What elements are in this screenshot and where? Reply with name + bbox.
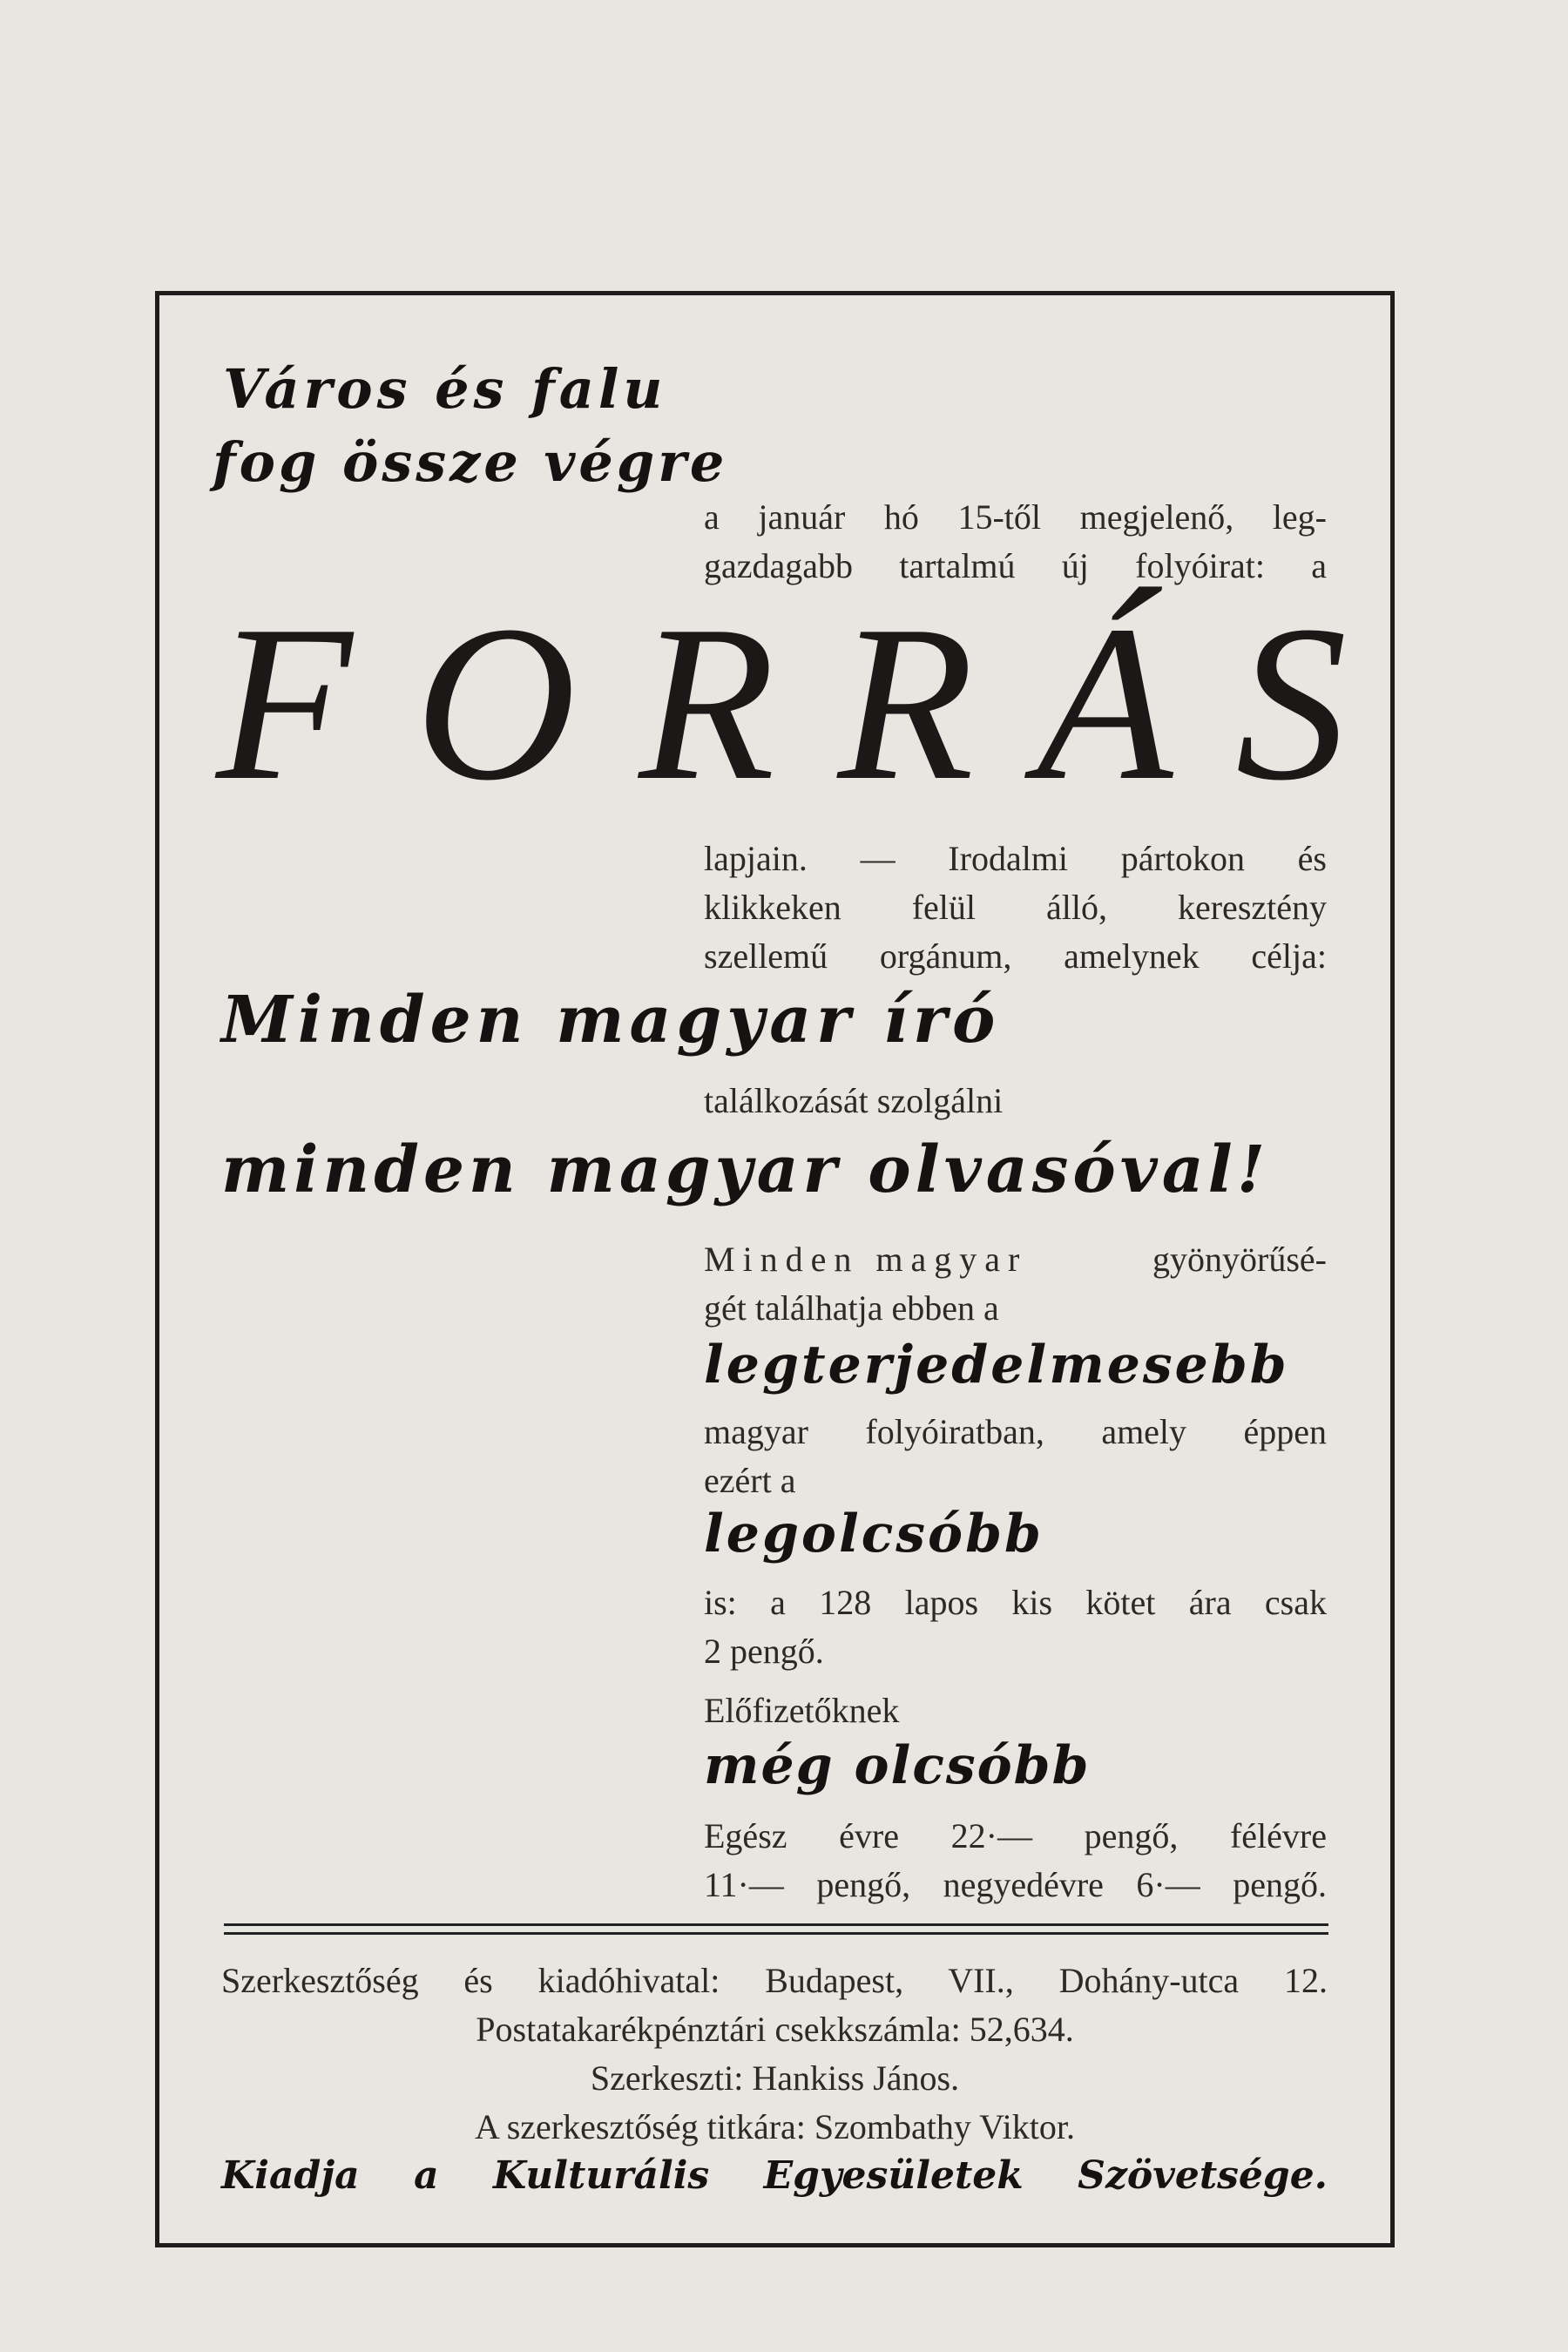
intro-line-2: gazdagabb tartalmú új folyóirat: a: [704, 546, 1327, 585]
paragraph-2-line-2: gét találhatja ebben a: [704, 1288, 999, 1328]
emphasis-largest: legterjedelmesebb: [704, 1335, 1289, 1396]
headline-line-2: fog össze végre: [213, 430, 728, 494]
prices-line-1: Egész évre 22·— pengő, félévre: [704, 1816, 1327, 1855]
divider-top-line: [224, 1923, 1328, 1926]
magazine-title: FORRÁS: [216, 580, 1410, 827]
prices-line-2: 11·— pengő, negyedévre 6·— pengő.: [704, 1865, 1327, 1904]
emphasis-cheapest: legolcsóbb: [704, 1504, 1044, 1565]
paragraph-4-line-1: is: a 128 lapos kis kötet ára csak: [704, 1583, 1327, 1622]
paragraph-3-line-1: magyar folyóiratban, amely éppen: [704, 1412, 1327, 1451]
slogan-line-2: minden magyar olvasóval!: [221, 1132, 1270, 1207]
paragraph-4-line-2: 2 pengő.: [704, 1632, 824, 1671]
footer-account: Postatakarékpénztári csekkszámla: 52,634.: [476, 2010, 1074, 2049]
subscribers-label: Előfizetőknek: [704, 1691, 900, 1730]
footer-publisher: Kiadja a Kulturális Egyesületek Szövetsége.: [221, 2153, 1328, 2198]
paragraph-1-line-1: lapjain. — Irodalmi pártokon és: [704, 839, 1327, 878]
headline-line-1: Város és falu: [223, 357, 667, 421]
divider-bottom-line: [224, 1932, 1328, 1935]
paragraph-1-line-3: szellemű orgánum, amelynek célja:: [704, 936, 1327, 976]
footer-editor: Szerkeszti: Hankiss János.: [590, 2058, 960, 2098]
paragraph-1-line-2: klikkeken felül álló, keresztény: [704, 888, 1327, 927]
emphasis-even-cheaper: még olcsóbb: [704, 1735, 1091, 1796]
footer-secretary: A szerkesztőség titkára: Szombathy Viktor.: [475, 2107, 1075, 2146]
slogan-middle: találkozását szolgálni: [704, 1081, 1004, 1120]
footer-address: Szerkesztőség és kiadóhivatal: Budapest, VII., Dohány-utca 12.: [221, 1961, 1328, 2000]
paragraph-3-line-2: ezért a: [704, 1461, 796, 1500]
paragraph-2-line-1: Minden magyar gyönyörűsé-: [704, 1240, 1327, 1279]
intro-line-1: a január hó 15-től megjelenő, leg-: [704, 497, 1327, 537]
slogan-line-1: Minden magyar író: [221, 983, 1001, 1058]
